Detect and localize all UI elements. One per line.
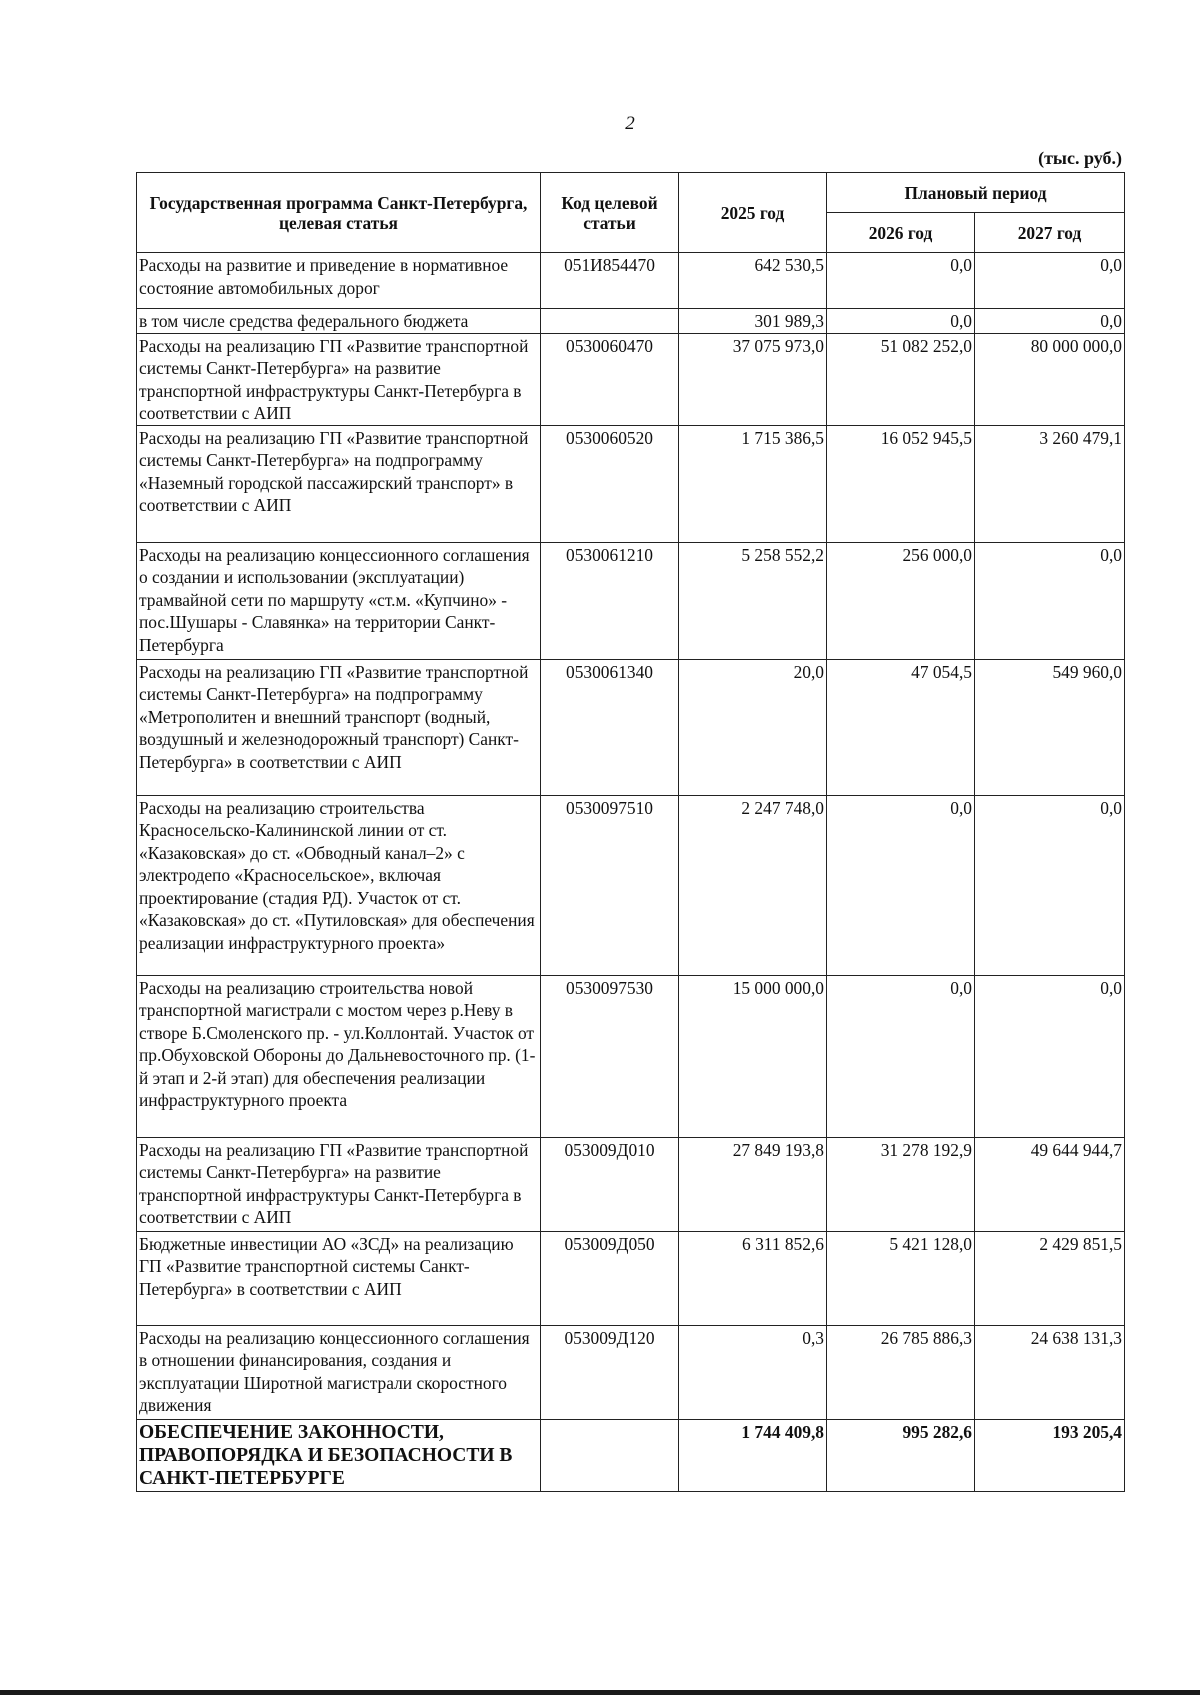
cell-name: Расходы на реализацию ГП «Развитие транспортной системы Санкт-Петербурга» на развитие транспортной инфраструктуры Санкт-Петербурга в соответствии с АИП <box>137 333 541 425</box>
cell-y2026: 47 054,5 <box>827 659 975 795</box>
cell-y2026: 16 052 945,5 <box>827 425 975 542</box>
cell-code <box>541 309 679 334</box>
cell-y2025: 20,0 <box>679 659 827 795</box>
cell-y2027: 2 429 851,5 <box>975 1231 1125 1325</box>
units-label: (тыс. руб.) <box>1038 148 1122 168</box>
cell-code: 053009Д120 <box>541 1325 679 1419</box>
cell-y2026: 0,0 <box>827 309 975 334</box>
total-cell-code <box>541 1419 679 1491</box>
cell-code: 053009Д010 <box>541 1137 679 1231</box>
cell-code: 0530097510 <box>541 795 679 975</box>
table-row <box>137 425 1125 542</box>
cell-y2026: 0,0 <box>827 253 975 309</box>
cell-y2025: 301 989,3 <box>679 309 827 334</box>
cell-name: в том числе средства федерального бюджета <box>137 309 541 334</box>
cell-y2027: 0,0 <box>975 309 1125 334</box>
cell-name: Расходы на реализацию ГП «Развитие транспортной системы Санкт-Петербурга» на подпрограмму «Наземный городской пассажирский транспорт» в соответствии с АИП <box>137 425 541 542</box>
cell-code: 0530061210 <box>541 542 679 659</box>
cell-y2025: 37 075 973,0 <box>679 333 827 425</box>
header-2026: 2026 год <box>827 213 975 253</box>
cell-name: Расходы на реализацию ГП «Развитие транспортной системы Санкт-Петербурга» на подпрограмму «Метрополитен и внешний транспорт (водный, воздушный и железнодорожный транспорт) Санкт-Петербурга» в соответствии с АИП <box>137 659 541 795</box>
cell-y2025: 0,3 <box>679 1325 827 1419</box>
cell-y2026: 5 421 128,0 <box>827 1231 975 1325</box>
cell-y2027: 49 644 944,7 <box>975 1137 1125 1231</box>
table-row <box>137 659 1125 795</box>
table-row <box>137 333 1125 425</box>
cell-y2026: 51 082 252,0 <box>827 333 975 425</box>
cell-name: Расходы на реализацию концессионного соглашения в отношении финансирования, создания и эксплуатации Широтной магистрали скоростного движения <box>137 1325 541 1419</box>
page-number: 2 <box>625 113 635 134</box>
table-row <box>137 542 1125 659</box>
header-program: Государственная программа Санкт-Петербурга, целевая статья <box>137 173 541 253</box>
cell-code: 0530060470 <box>541 333 679 425</box>
cell-y2026: 26 785 886,3 <box>827 1325 975 1419</box>
table-row <box>137 975 1125 1137</box>
cell-name: Бюджетные инвестиции АО «ЗСД» на реализацию ГП «Развитие транспортной системы Санкт-Петербурга» в соответствии с АИП <box>137 1231 541 1325</box>
total-cell-y2025: 1 744 409,8 <box>679 1419 827 1491</box>
cell-y2027: 24 638 131,3 <box>975 1325 1125 1419</box>
cell-y2026: 31 278 192,9 <box>827 1137 975 1231</box>
cell-y2027: 0,0 <box>975 542 1125 659</box>
cell-y2025: 642 530,5 <box>679 253 827 309</box>
total-row <box>137 1419 1125 1491</box>
cell-code: 051И854470 <box>541 253 679 309</box>
total-cell-y2026: 995 282,6 <box>827 1419 975 1491</box>
header-planned-period: Плановый период <box>827 173 1125 213</box>
cell-code: 0530060520 <box>541 425 679 542</box>
cell-y2025: 27 849 193,8 <box>679 1137 827 1231</box>
cell-name: Расходы на реализацию концессионного соглашения о создании и использовании (эксплуатации) трамвайной сети по маршруту «ст.м. «Купчино» - пос.Шушары - Славянка» на территории Санкт-Петербурга <box>137 542 541 659</box>
cell-y2027: 80 000 000,0 <box>975 333 1125 425</box>
cell-code: 053009Д050 <box>541 1231 679 1325</box>
table-row <box>137 795 1125 975</box>
total-cell-y2027: 193 205,4 <box>975 1419 1125 1491</box>
total-cell-name: ОБЕСПЕЧЕНИЕ ЗАКОННОСТИ, ПРАВОПОРЯДКА И БЕЗОПАСНОСТИ В САНКТ-ПЕТЕРБУРГЕ <box>137 1419 541 1491</box>
table-row <box>137 1231 1125 1325</box>
cell-y2025: 15 000 000,0 <box>679 975 827 1137</box>
cell-name: Расходы на реализацию ГП «Развитие транспортной системы Санкт-Петербурга» на развитие транспортной инфраструктуры Санкт-Петербурга в соответствии с АИП <box>137 1137 541 1231</box>
table-row <box>137 253 1125 309</box>
cell-y2025: 6 311 852,6 <box>679 1231 827 1325</box>
cell-code: 0530061340 <box>541 659 679 795</box>
header-2025: 2025 год <box>679 173 827 253</box>
cell-y2026: 0,0 <box>827 975 975 1137</box>
cell-name: Расходы на реализацию строительства Красносельско-Калининской линии от ст. «Казаковская» до ст. «Обводный канал–2» с электродепо «Красносельское», включая проектирование (стадия РД). Участок от ст. «Казаковская» до ст. «Путиловская» для обеспечения реализации инфраструктурного проекта» <box>137 795 541 975</box>
header-code: Код целевой статьи <box>541 173 679 253</box>
cell-y2027: 0,0 <box>975 253 1125 309</box>
table-row <box>137 1325 1125 1419</box>
cell-y2025: 5 258 552,2 <box>679 542 827 659</box>
cell-code: 0530097530 <box>541 975 679 1137</box>
cell-y2026: 256 000,0 <box>827 542 975 659</box>
cell-y2027: 3 260 479,1 <box>975 425 1125 542</box>
cell-y2027: 0,0 <box>975 795 1125 975</box>
cell-y2027: 549 960,0 <box>975 659 1125 795</box>
header-2027: 2027 год <box>975 213 1125 253</box>
cell-y2026: 0,0 <box>827 795 975 975</box>
cell-name: Расходы на реализацию строительства новой транспортной магистрали с мостом через р.Неву в створе Б.Смоленского пр. - ул.Коллонтай. Участок от пр.Обуховской Обороны до Дальневосточного пр. (1-й этап и 2-й этап) для обеспечения реализации инфраструктурного проекта <box>137 975 541 1137</box>
cell-name: Расходы на развитие и приведение в нормативное состояние автомобильных дорог <box>137 253 541 309</box>
table-row <box>137 309 1125 334</box>
cell-y2025: 1 715 386,5 <box>679 425 827 542</box>
cell-y2025: 2 247 748,0 <box>679 795 827 975</box>
cell-y2027: 0,0 <box>975 975 1125 1137</box>
bottom-edge <box>0 1690 1200 1695</box>
budget-table <box>136 172 1125 1492</box>
table-row <box>137 1137 1125 1231</box>
